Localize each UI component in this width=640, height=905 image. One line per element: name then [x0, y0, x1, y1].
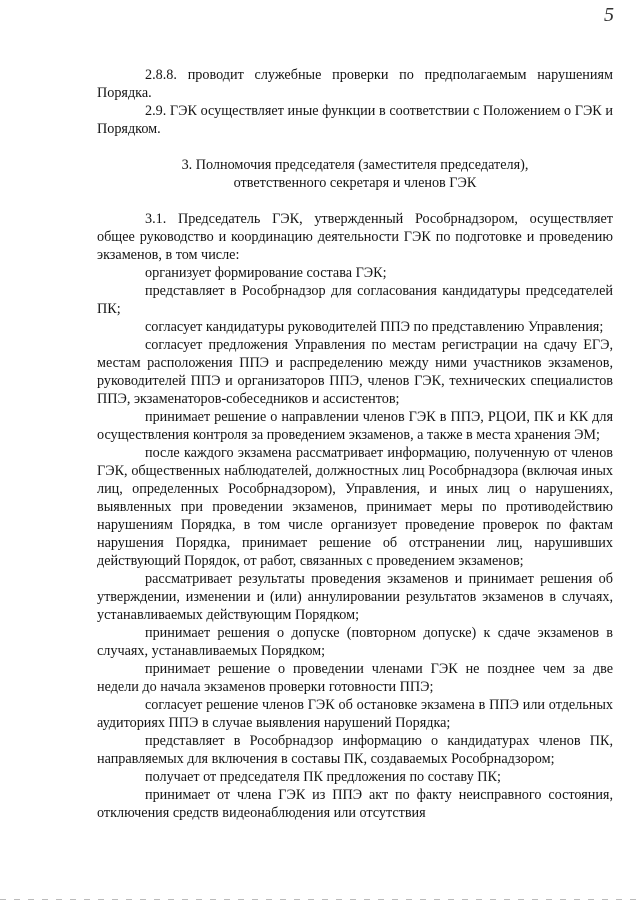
page-number: 5 — [604, 4, 614, 26]
list-item: представляет в Рособрнадзор для согласования кандидатуры председателей ПК; — [97, 283, 613, 317]
section-heading-line1: 3. Полномочия председателя (заместителя председателя), — [181, 157, 529, 173]
section-heading-line2: ответственного секретаря и членов ГЭК — [233, 175, 477, 191]
document-body — [97, 66, 613, 822]
paragraph-2-8-8: 2.8.8. проводит служебные проверки по предполагаемым нарушениям Порядка. — [97, 67, 613, 101]
list-item: принимает решения о допуске (повторном допуске) к сдаче экзаменов в случаях, устанавливаемых Порядком; — [97, 625, 613, 659]
list-item: согласует решение членов ГЭК об остановке экзамена в ППЭ или отдельных аудиториях ППЭ в случае выявления нарушений Порядка; — [97, 697, 613, 731]
list-item: организует формирование состава ГЭК; — [145, 265, 387, 281]
section-heading — [97, 156, 613, 192]
list-item: получает от председателя ПК предложения по составу ПК; — [145, 769, 501, 785]
list-item: представляет в Рособрнадзор информацию о кандидатурах членов ПК, направляемых для включения в составы ПК, создаваемых Рособрнадзором; — [97, 733, 613, 767]
paragraph-3-1: 3.1. Председатель ГЭК, утвержденный Рособрнадзором, осуществляет общее руководство и координацию деятельности ГЭК по подготовке и проведению экзаменов, в том числе: — [97, 211, 613, 263]
list-item: принимает от члена ГЭК из ППЭ акт по факту неисправного состояния, отключения средств видеонаблюдения или отсутствия — [97, 787, 613, 821]
list-item: принимает решение о направлении членов ГЭК в ППЭ, РЦОИ, ПК и КК для осуществления контроля за проведением экзаменов, а также в места хранения ЭМ; — [97, 409, 613, 443]
list-item: рассматривает результаты проведения экзаменов и принимает решения об утверждении, изменении и (или) аннулировании результатов экзаменов в случаях, устанавливаемых действующим Порядком; — [97, 571, 613, 623]
list-item: согласует кандидатуры руководителей ППЭ по представлению Управления; — [145, 319, 604, 335]
list-item: принимает решение о проведении членами ГЭК не позднее чем за две недели до начала экзаменов проверки готовности ППЭ; — [97, 661, 613, 695]
paragraph-2-9: 2.9. ГЭК осуществляет иные функции в соответствии с Положением о ГЭК и Порядком. — [97, 103, 613, 137]
list-item: согласует предложения Управления по местам регистрации на сдачу ЕГЭ, местам расположения ППЭ и распределению между ними участников экзаменов, руководителей ППЭ и организаторов ППЭ, членов ГЭК, технических специалистов ППЭ, экзаменаторов-собеседников и ассистентов; — [97, 337, 613, 407]
scan-artifact-line — [0, 899, 640, 900]
list-item: после каждого экзамена рассматривает информацию, полученную от членов ГЭК, общественных наблюдателей, должностных лиц Рособрнадзора (включая иных лиц, определенных Рособрнадзором), Управления, и иных лиц о нарушениях, выявленных при проведении экзаменов, принимает меры по противодействию нарушениям Порядка, в том числе организует проведение проверок по фактам нарушения Порядка, принимает решение об отстранении лиц, нарушивших действующий Порядок, от работ, связанных с проведением экзаменов; — [97, 445, 613, 569]
